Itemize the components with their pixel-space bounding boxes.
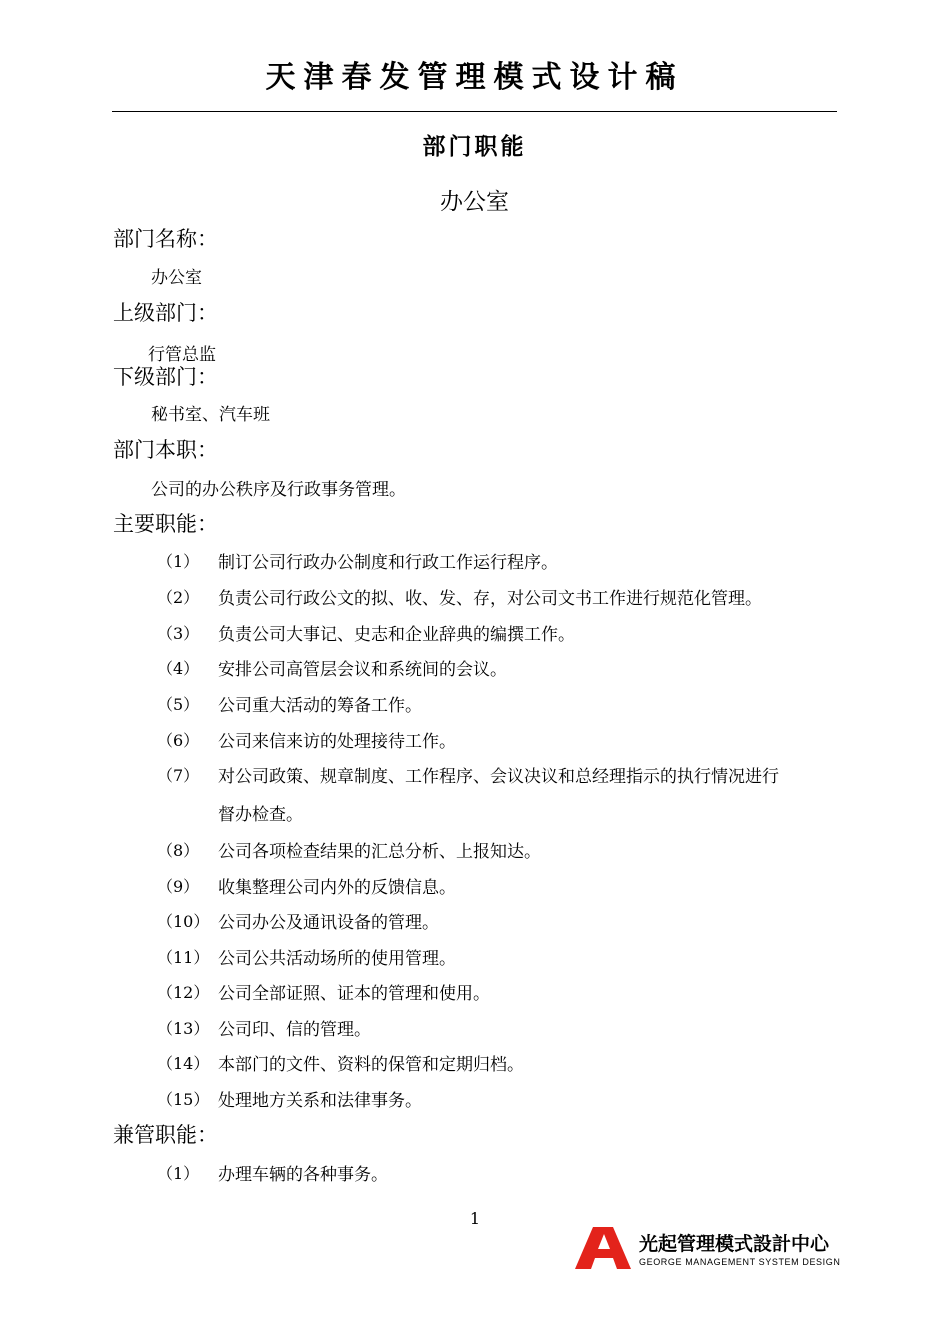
main-duties-heading: 主要职能： — [113, 512, 218, 536]
duty-number: （11） — [157, 948, 210, 967]
logo-chinese-name: 光起管理模式設計中心 — [639, 1233, 830, 1255]
duty-number: （4） — [157, 659, 200, 678]
company-logo — [573, 1225, 843, 1271]
field-label-parent-dept: 上级部门： — [113, 301, 218, 325]
duty-text-continuation: 督办检查。 — [218, 805, 303, 825]
duty-text: 对公司政策、规章制度、工作程序、会议决议和总经理指示的执行情况进行 — [218, 767, 779, 787]
field-label-sub-dept: 下级部门： — [113, 365, 218, 389]
duty-number: （3） — [157, 624, 200, 643]
duty-text: 公司各项检查结果的汇总分析、上报知达。 — [218, 842, 541, 862]
document-title: 天津春发管理模式设计稿 — [265, 60, 684, 95]
duty-number: （15） — [157, 1090, 210, 1109]
side-duty-text: 办理车辆的各种事务。 — [218, 1165, 388, 1185]
duty-text: 负责公司行政公文的拟、收、发、存，对公司文书工作进行规范化管理。 — [218, 589, 762, 609]
field-value-sub-dept: 秘书室、汽车班 — [151, 405, 270, 425]
duty-text: 处理地方关系和法律事务。 — [218, 1091, 422, 1111]
duty-text: 本部门的文件、资料的保管和定期归档。 — [218, 1055, 524, 1075]
duty-text: 安排公司高管层会议和系统间的会议。 — [218, 660, 507, 680]
duty-number: （13） — [157, 1019, 210, 1038]
field-value-dept-duty: 公司的办公秩序及行政事务管理。 — [151, 480, 406, 500]
field-label-dept-duty: 部门本职： — [113, 438, 218, 462]
duty-number: （7） — [157, 766, 200, 785]
duty-text: 公司印、信的管理。 — [218, 1020, 371, 1040]
duty-number: （1） — [157, 552, 200, 571]
duty-text: 公司重大活动的筹备工作。 — [218, 696, 422, 716]
duty-number: （5） — [157, 695, 200, 714]
duty-number: （10） — [157, 912, 210, 931]
duty-text: 收集整理公司内外的反馈信息。 — [218, 878, 456, 898]
duty-number: （14） — [157, 1054, 210, 1073]
logo-a-mark-icon — [573, 1225, 633, 1271]
duty-number: （2） — [157, 588, 200, 607]
duty-text: 制订公司行政办公制度和行政工作运行程序。 — [218, 553, 558, 573]
duty-number: （9） — [157, 877, 200, 896]
logo-english-name: GEORGE MANAGEMENT SYSTEM DESIGN — [639, 1257, 841, 1267]
field-label-dept-name: 部门名称： — [113, 227, 218, 251]
section-title: 部门职能 — [422, 134, 527, 160]
duty-text: 公司来信来访的处理接待工作。 — [218, 732, 456, 752]
duty-text: 公司全部证照、证本的管理和使用。 — [218, 984, 490, 1004]
side-duties-heading: 兼管职能： — [113, 1123, 218, 1147]
page-number: 1 — [469, 1209, 481, 1228]
duty-number: （12） — [157, 983, 210, 1002]
duty-text: 公司办公及通讯设备的管理。 — [218, 913, 439, 933]
duty-number: （6） — [157, 731, 200, 750]
field-value-parent-dept: 行管总监 — [148, 345, 216, 365]
field-value-dept-name: 办公室 — [151, 268, 202, 288]
title-divider — [112, 111, 837, 112]
side-duty-number: （1） — [157, 1164, 200, 1183]
duty-number: （8） — [157, 841, 200, 860]
duty-text: 负责公司大事记、史志和企业辞典的编撰工作。 — [218, 625, 575, 645]
duty-text: 公司公共活动场所的使用管理。 — [218, 949, 456, 969]
department-title: 办公室 — [440, 189, 509, 215]
